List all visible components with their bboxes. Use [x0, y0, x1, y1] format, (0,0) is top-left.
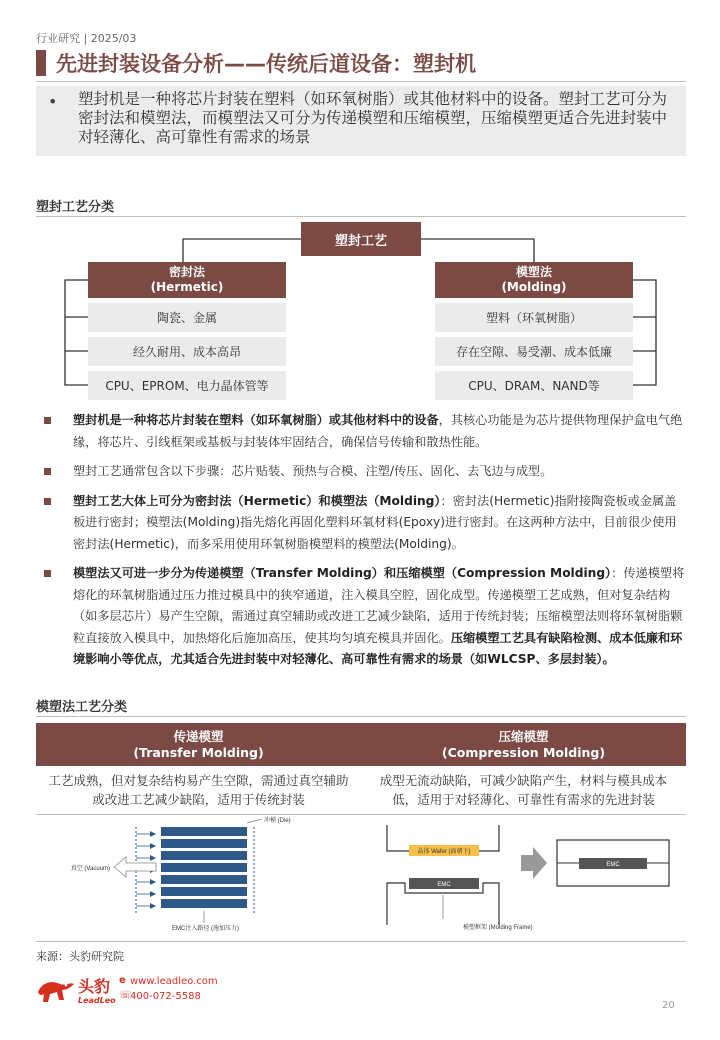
website-link[interactable]: www.leadleo.com [130, 976, 218, 987]
bullet-square [44, 570, 51, 577]
phone-icon: ☏ [119, 990, 132, 1001]
header-compression-title: 压缩模塑 [498, 728, 549, 744]
title-accent-bar [36, 50, 46, 76]
header-transfer [36, 723, 361, 766]
table-section-divider [36, 716, 686, 717]
bullet-item [36, 491, 686, 556]
table-section-title: 模塑法工艺分类 [36, 700, 128, 715]
hermetic-subtitle: (Hermetic) [150, 280, 224, 294]
phone-number: 400-072-5588 [130, 991, 201, 1002]
logo-en: LeadLeo [78, 996, 116, 1005]
molding-item: 存在空隙、易受潮、成本低廉 [435, 337, 633, 366]
bullet-bold: 塑封机是一种将芯片封装在塑料（如环氧树脂）或其他材料中的设备 [73, 413, 439, 427]
wafer-label: 晶体 Wafer (面朝下) [417, 849, 471, 855]
bullet-text: ：密封法(Hermetic)指附接陶瓷板或金属盖板进行密封；模塑法(Molding)指先熔化再固化塑料环氧材料(Epoxy)进行密封。在这两种方法中，目前很少使用密封法(Hermetic)，而多采用使用环氧树脂模塑料的模塑法(Molding)。 [73, 493, 677, 551]
table-header [36, 723, 686, 766]
bullet-square [44, 417, 51, 424]
summary-bullet: • [48, 92, 58, 111]
summary-box [36, 86, 686, 156]
header-compression-subtitle: (Compression Molding) [441, 744, 606, 760]
molding-item: CPU、DRAM、NAND等 [435, 371, 633, 400]
die-label: 冲模 (Die) [264, 818, 291, 824]
bullet-list [36, 410, 686, 679]
logo-cn: 头豹 [78, 977, 111, 996]
bullet-item [36, 410, 686, 453]
molding-node [435, 262, 633, 298]
bullet-text: ：传递模塑将熔化的环氧树脂通过压力推过模具中的狭窄通道，注入模具空腔，固化成型。传递模塑工艺成熟，但对复杂结构（如多层芯片）易产生空隙，需通过真空辅助或改进工艺减少缺陷，适用于传统封装；压缩模塑法则将环氧树脂颗粒直接放入模具中，加热熔化后施加高压，使其均匀填充模具并固化。 [73, 566, 685, 645]
bullet-item [36, 461, 686, 483]
bullet-bold: 模塑法又可进一步分为传递模塑（Transfer Molding）和压缩模塑（Compression Molding） [73, 566, 612, 580]
hermetic-item: CPU、EPROM、电力晶体管等 [88, 371, 286, 400]
page-number: 20 [662, 1000, 675, 1011]
molding-title: 模塑法 [515, 265, 552, 279]
emc-path-label: EMC注入路径 (施加压力) [172, 926, 239, 932]
emc-result-label: EMC [606, 862, 620, 868]
report-meta: 行业研究 | 2025/03 [36, 32, 137, 45]
source-note: 来源：头豹研究院 [36, 950, 124, 963]
bullet-item [36, 563, 686, 671]
leopard-logo-icon [36, 974, 76, 1006]
frame-label: 模塑框架 (Molding Frame) [463, 925, 533, 931]
bullet-square [44, 468, 51, 475]
bullet-square [44, 498, 51, 505]
globe-icon: e [119, 975, 126, 986]
hermetic-item: 陶瓷、金属 [88, 303, 286, 332]
table-desc-row [36, 766, 686, 814]
process-diagram [36, 220, 686, 400]
table-figure-row [36, 814, 686, 942]
diagram-section-title: 塑封工艺分类 [36, 200, 115, 215]
header-transfer-subtitle: (Transfer Molding) [133, 744, 264, 760]
bullet-text: 塑封工艺通常包含以下步骤：芯片贴装、预热与合模、注塑/传压、固化、去飞边与成型。 [73, 464, 553, 478]
bullet-text: ，其核心功能是为芯片提供物理保护盒电气绝缘，将芯片、引线框架或基板与封装体牢固结合，确保信号传输和散热性能。 [73, 413, 683, 449]
header-compression [361, 723, 686, 766]
hermetic-title: 密封法 [168, 265, 205, 279]
transfer-desc: 工艺成熟，但对复杂结构易产生空隙，需通过真空辅助或改进工艺减少缺陷，适用于传统封装 [48, 773, 349, 807]
molding-comparison-table [36, 723, 686, 942]
hermetic-item: 经久耐用、成本高昂 [88, 337, 286, 366]
molding-subtitle: (Molding) [501, 280, 567, 294]
compression-desc: 成型无流动缺陷，可减少缺陷产生，材料与模具成本低，适用于对轻薄化、可靠性有需求的先进封装 [379, 773, 668, 807]
root-node: 塑封工艺 [301, 222, 421, 256]
molding-item: 塑料（环氧树脂） [435, 303, 633, 332]
emc-label: EMC [437, 882, 451, 888]
compression-molding-figure [361, 815, 686, 943]
transfer-molding-figure [36, 815, 361, 943]
diagram-section-divider [36, 216, 686, 217]
hermetic-node [88, 262, 286, 298]
vacuum-label: 真空 (Vacuum) [70, 866, 110, 872]
bullet-bold: 塑封工艺大体上可分为密封法（Hermetic）和模塑法（Molding） [73, 493, 441, 508]
footer-logo-area [36, 972, 256, 1008]
page-title: 先进封装设备分析——传统后道设备：塑封机 [56, 52, 476, 76]
summary-text: 塑封机是一种将芯片封装在塑料（如环氧树脂）或其他材料中的设备。塑封工艺可分为密封法和模塑法，而模塑法又可分为传递模塑和压缩模塑，压缩模塑更适合先进封装中对轻薄化、高可靠性有需求的场景 [78, 90, 668, 146]
title-divider [36, 81, 686, 82]
bullet-bold-conclusion: 压缩模塑工艺具有缺陷检测、成本低廉和环境影响小等优点，尤其适合先进封装中对轻薄化、高可靠性有需求的场景（如WLCSP、多层封装）。 [73, 630, 683, 666]
header-transfer-title: 传递模塑 [173, 728, 224, 744]
